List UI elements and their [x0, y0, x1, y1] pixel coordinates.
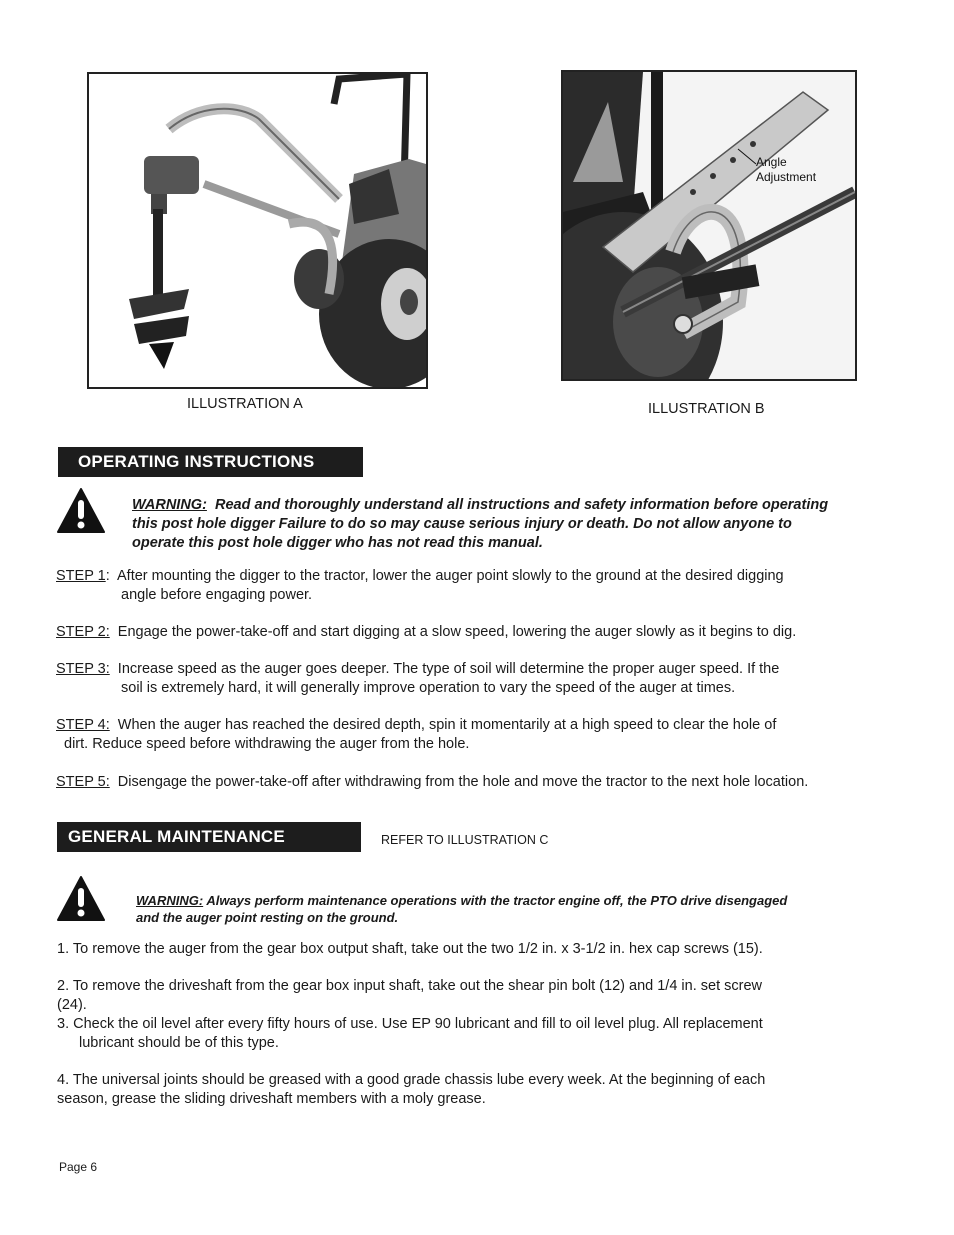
step-label: STEP 3: [56, 661, 110, 677]
warning-line-1: Read and thoroughly understand all instructions and safety information before operating [214, 497, 829, 513]
warning-line-1: Always perform maintenance operations with the tractor engine off, the PTO drive disengaged [206, 893, 788, 908]
maintenance-text: 4. The universal joints should be greased with a good grade chassis lube every week. At the beginning of each [57, 1072, 766, 1088]
step-text-cont: dirt. Reduce speed before withdrawing the auger from the hole. [64, 736, 470, 752]
illustration-b-caption: ILLUSTRATION B [648, 401, 765, 417]
maintenance-text: 2. To remove the driveshaft from the gear box input shaft, take out the shear pin bolt (12) and 1/4 in. set screw [57, 978, 762, 994]
step-label: STEP 4: [56, 717, 110, 733]
maintenance-text: 3. Check the oil level after every fifty hours of use. Use EP 90 lubricant and fill to oil level plug. All replacement [57, 1016, 763, 1032]
step-2 [56, 623, 886, 642]
post-hole-digger-tractor-image [89, 74, 426, 387]
maintenance-item-3 [57, 1015, 847, 1053]
maintenance-text: 1. To remove the auger from the gear box output shaft, take out the two 1/2 in. x 3-1/2 in. hex cap screws (15). [57, 941, 763, 957]
warning-line-3: operate this post hole digger who has not read this manual. [132, 535, 543, 551]
illustration-b-photo [561, 70, 857, 381]
maintenance-item-4 [57, 1071, 847, 1109]
warning-lead: WARNING: [132, 497, 207, 513]
step-5 [56, 773, 886, 792]
callout-line-2: Adjustment [756, 170, 817, 184]
general-maintenance-heading [57, 822, 361, 852]
callout-line-1: Angle [756, 155, 787, 169]
maintenance-heading-text: GENERAL MAINTENANCE [68, 827, 285, 846]
step-text: Increase speed as the auger goes deeper. The type of soil will determine the proper auger speed. If the [117, 661, 780, 677]
operating-heading-text: OPERATING INSTRUCTIONS [78, 452, 315, 471]
warning-lead: WARNING: [136, 893, 204, 908]
step-4 [56, 716, 886, 754]
step-text-cont: angle before engaging power. [121, 587, 313, 603]
maintenance-text-cont: season, grease the sliding driveshaft members with a moly grease. [57, 1091, 486, 1107]
angle-adjustment-closeup-image [563, 72, 855, 379]
page-number: Page 6 [59, 1160, 98, 1174]
maintenance-warning [136, 892, 876, 926]
illustration-a-caption: ILLUSTRATION A [187, 396, 303, 412]
step-text: Engage the power-take-off and start digging at a slow speed, lowering the auger slowly as it begins to dig. [117, 624, 797, 640]
maintenance-text-cont: lubricant should be of this type. [79, 1035, 279, 1051]
operating-warning [132, 496, 892, 553]
step-1 [56, 567, 886, 605]
step-text: When the auger has reached the desired depth, spin it momentarily at a high speed to clear the hole of [117, 717, 777, 733]
maintenance-item-1 [57, 940, 847, 959]
step-text-cont: soil is extremely hard, it will generally improve operation to vary the speed of the auger at times. [121, 680, 736, 696]
step-label: STEP 1 [56, 568, 106, 584]
step-text: Disengage the power-take-off after withdrawing from the hole and move the tractor to the next hole location. [117, 774, 809, 790]
warning-line-2: this post hole digger Failure to do so may cause serious injury or death. Do not allow anyone to [132, 516, 792, 532]
step-label: STEP 5: [56, 774, 110, 790]
step-separator: : [105, 568, 110, 584]
step-3 [56, 660, 886, 698]
warning-line-2: and the auger point resting on the ground. [136, 910, 399, 925]
maintenance-item-2 [57, 977, 847, 1015]
angle-adjustment-callout [756, 155, 816, 185]
warning-triangle-icon [56, 875, 106, 922]
operating-instructions-heading [58, 447, 363, 477]
step-label: STEP 2: [56, 624, 110, 640]
maintenance-text-cont: (24). [57, 997, 87, 1013]
step-text: After mounting the digger to the tractor, lower the auger point slowly to the ground at the desired digging [117, 568, 784, 584]
illustration-a-photo [87, 72, 428, 389]
warning-triangle-icon [56, 487, 106, 534]
refer-illustration-c: REFER TO ILLUSTRATION C [381, 833, 549, 847]
